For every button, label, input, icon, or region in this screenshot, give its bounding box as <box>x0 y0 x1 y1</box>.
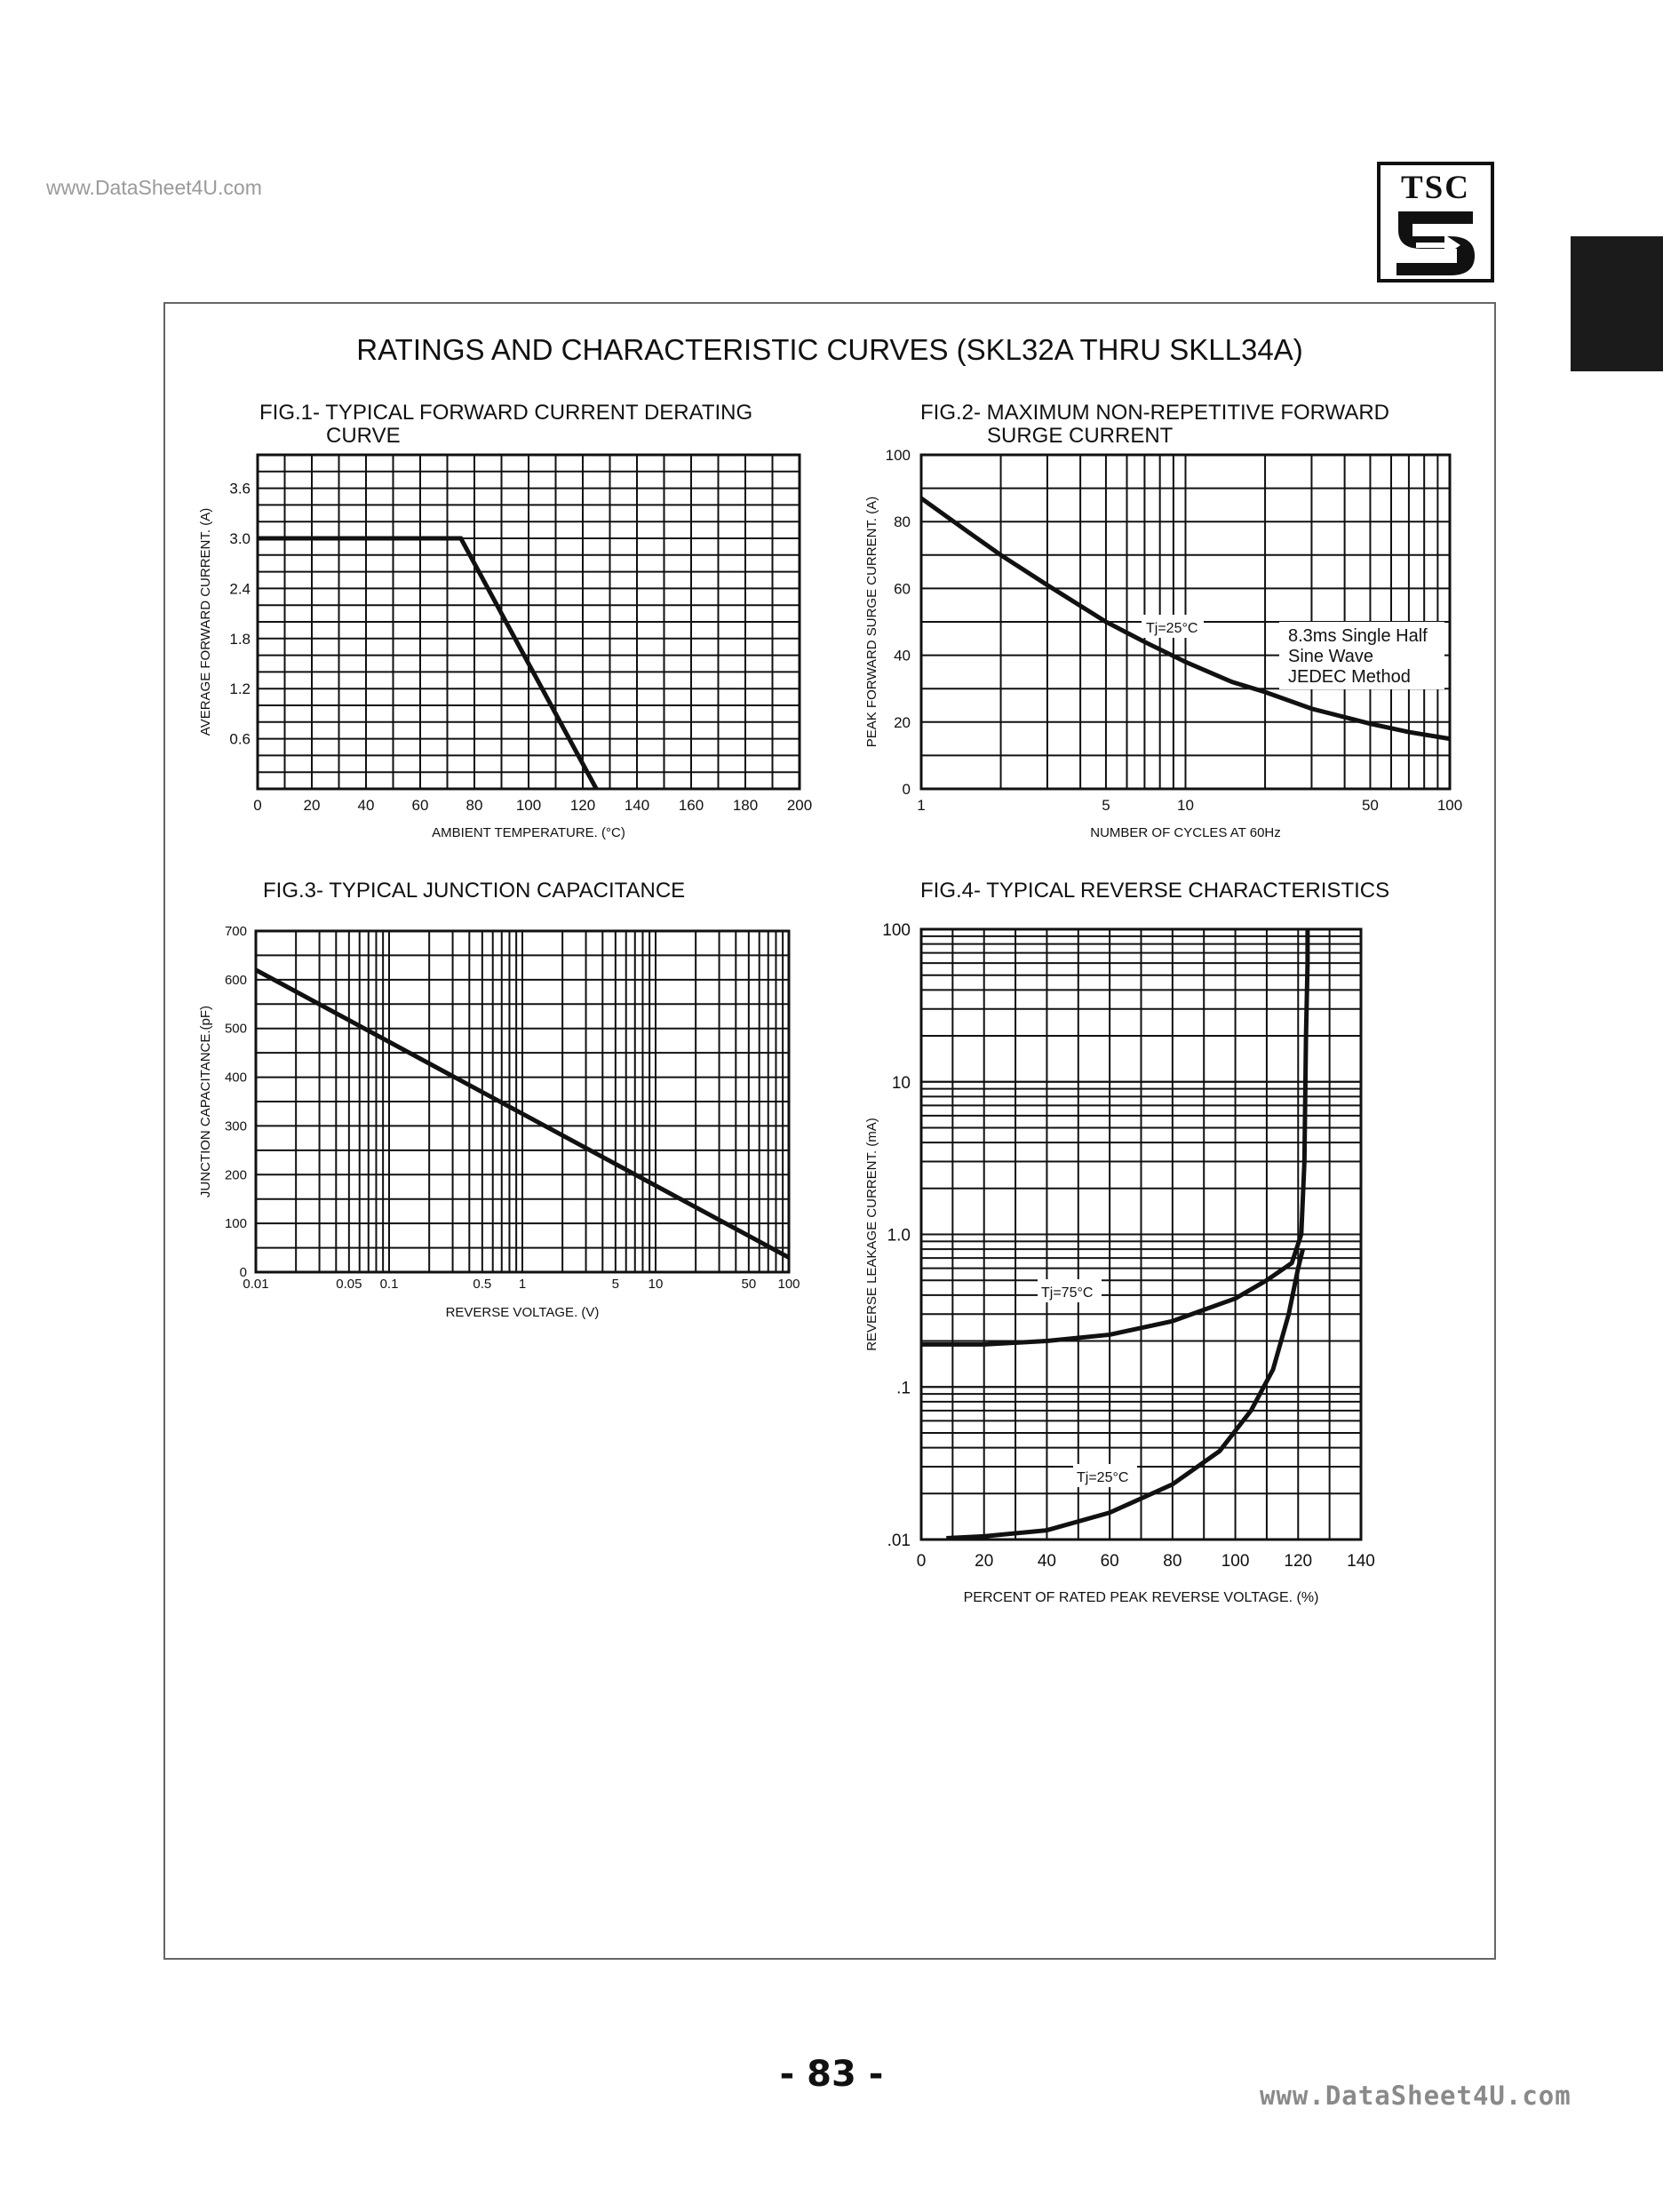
fig4-xtick-label: 100 <box>1221 1552 1250 1571</box>
fig4-xtick-label: 140 <box>1347 1552 1375 1571</box>
fig4-xtick-label: 20 <box>975 1552 994 1571</box>
fig3-xtick-label: 0.5 <box>473 1277 492 1292</box>
fig2-title-line1: FIG.2- MAXIMUM NON-REPETITIVE FORWARD <box>920 401 1390 425</box>
fig1-xtick-label: 200 <box>786 797 813 814</box>
fig1-yaxis-label: AVERAGE FORWARD CURRENT. (A) <box>198 507 213 736</box>
fig2-xtick-label: 10 <box>1177 797 1194 814</box>
fig2-xtick-label: 5 <box>1102 797 1110 814</box>
fig3-xtick-label: 0.1 <box>379 1277 399 1292</box>
fig4-xtick-label: 0 <box>916 1552 927 1571</box>
fig3-xtick-label: 10 <box>648 1277 664 1292</box>
fig4-series-line <box>921 929 1308 1344</box>
fig2-xtick-label: 50 <box>1361 797 1379 814</box>
fig2-ytick-label: 100 <box>885 447 911 464</box>
watermark-bottom: www.DataSheet4U.com <box>1260 2081 1571 2111</box>
fig3-ytick-label: 0 <box>239 1265 247 1280</box>
fig2-annotation-method: 8.3ms Single Half <box>1288 626 1428 646</box>
fig4-ytick-label: 10 <box>891 1073 911 1093</box>
fig2-ytick-label: 80 <box>894 513 911 531</box>
fig4-chart <box>864 921 1375 1605</box>
fig4-xtick-label: 80 <box>1163 1552 1182 1571</box>
fig2-ytick-label: 0 <box>902 781 911 798</box>
fig4-series-label-75: Tj=75°C <box>1041 1285 1094 1301</box>
page-title: RATINGS AND CHARACTERISTIC CURVES (SKL32A THRU SKLL34A) <box>356 333 1303 366</box>
fig1-title-line2: CURVE <box>326 424 401 448</box>
fig3-yaxis-label: JUNCTION CAPACITANCE.(pF) <box>198 1005 213 1198</box>
fig1-chart <box>198 455 812 840</box>
fig1-xtick-label: 100 <box>515 797 542 814</box>
fig4-yaxis-label: REVERSE LEAKAGE CURRENT. (mA) <box>864 1118 879 1351</box>
fig1-xtick-label: 0 <box>253 797 262 814</box>
fig1-xaxis-label: AMBIENT TEMPERATURE. (°C) <box>432 825 625 840</box>
fig1-ytick-label: 1.8 <box>229 630 251 648</box>
fig1-ytick-label: 2.4 <box>229 580 251 598</box>
fig2-annotation-method: JEDEC Method <box>1288 667 1411 687</box>
fig3-xaxis-label: REVERSE VOLTAGE. (V) <box>445 1305 600 1320</box>
fig1-ytick-label: 0.6 <box>229 730 251 748</box>
fig2-annotation-tj: Tj=25°C <box>1146 621 1198 636</box>
fig1-xtick-label: 180 <box>732 797 759 814</box>
fig3-ytick-label: 100 <box>224 1216 247 1232</box>
fig3-xtick-label: 1 <box>518 1277 527 1292</box>
fig3-xtick-label: 50 <box>741 1277 757 1292</box>
fig4-title: FIG.4- TYPICAL REVERSE CHARACTERISTICS <box>920 879 1390 903</box>
fig4-ytick-label: .1 <box>896 1379 911 1398</box>
fig4-ytick-label: .01 <box>887 1532 911 1550</box>
fig4-xaxis-label: PERCENT OF RATED PEAK REVERSE VOLTAGE. (%) <box>963 1590 1319 1605</box>
fig3-ytick-label: 200 <box>224 1167 247 1183</box>
fig1-xtick-label: 40 <box>357 797 375 814</box>
fig3-ytick-label: 500 <box>224 1021 247 1037</box>
fig3-ytick-label: 600 <box>224 972 247 988</box>
logo-text: TSC <box>1401 170 1470 206</box>
fig4-series-label-25: Tj=25°C <box>1077 1470 1129 1485</box>
fig1-series-line <box>258 538 596 789</box>
fig2-xtick-label: 100 <box>1436 797 1463 814</box>
fig1-ytick-label: 1.2 <box>229 680 251 698</box>
fig4-xtick-label: 40 <box>1037 1552 1056 1571</box>
fig4-xtick-label: 60 <box>1100 1552 1119 1571</box>
fig1-xtick-label: 80 <box>465 797 483 814</box>
fig2-ytick-label: 20 <box>894 713 911 731</box>
page-number: - 83 - <box>779 2054 884 2095</box>
fig1-ytick-label: 3.0 <box>229 530 251 547</box>
fig3-ytick-label: 300 <box>224 1118 247 1134</box>
fig3-ytick-label: 700 <box>224 924 247 939</box>
fig2-xtick-label: 1 <box>917 797 926 814</box>
fig1-xtick-label: 120 <box>569 797 596 814</box>
fig2-ytick-label: 60 <box>894 580 911 598</box>
fig1-xtick-label: 20 <box>303 797 321 814</box>
fig2-ytick-label: 40 <box>894 647 911 664</box>
fig2-title-line2: SURGE CURRENT <box>987 424 1174 448</box>
fig2-annotation-method: Sine Wave <box>1288 647 1373 666</box>
fig4-xtick-label: 120 <box>1284 1552 1313 1571</box>
fig2-xaxis-label: NUMBER OF CYCLES AT 60Hz <box>1090 825 1281 840</box>
fig3-xtick-label: 0.01 <box>243 1277 269 1292</box>
fig1-xtick-label: 60 <box>411 797 429 814</box>
fig1-xtick-label: 160 <box>678 797 704 814</box>
fig1-ytick-label: 3.6 <box>229 480 251 497</box>
fig3-xtick-label: 0.05 <box>336 1277 362 1292</box>
fig2-chart <box>864 447 1462 840</box>
fig2-yaxis-label: PEAK FORWARD SURGE CURRENT. (A) <box>864 496 879 748</box>
fig3-xtick-label: 100 <box>777 1277 800 1292</box>
fig3-ytick-label: 400 <box>224 1070 247 1086</box>
fig3-chart <box>198 924 800 1320</box>
watermark-top: www.DataSheet4U.com <box>46 176 262 199</box>
fig1-xtick-label: 140 <box>624 797 650 814</box>
fig1-title-line1: FIG.1- TYPICAL FORWARD CURRENT DERATING <box>259 401 753 425</box>
fig3-xtick-label: 5 <box>611 1277 620 1292</box>
fig4-ytick-label: 1.0 <box>887 1226 911 1245</box>
fig3-title: FIG.3- TYPICAL JUNCTION CAPACITANCE <box>263 879 686 903</box>
fig4-ytick-label: 100 <box>882 921 911 940</box>
